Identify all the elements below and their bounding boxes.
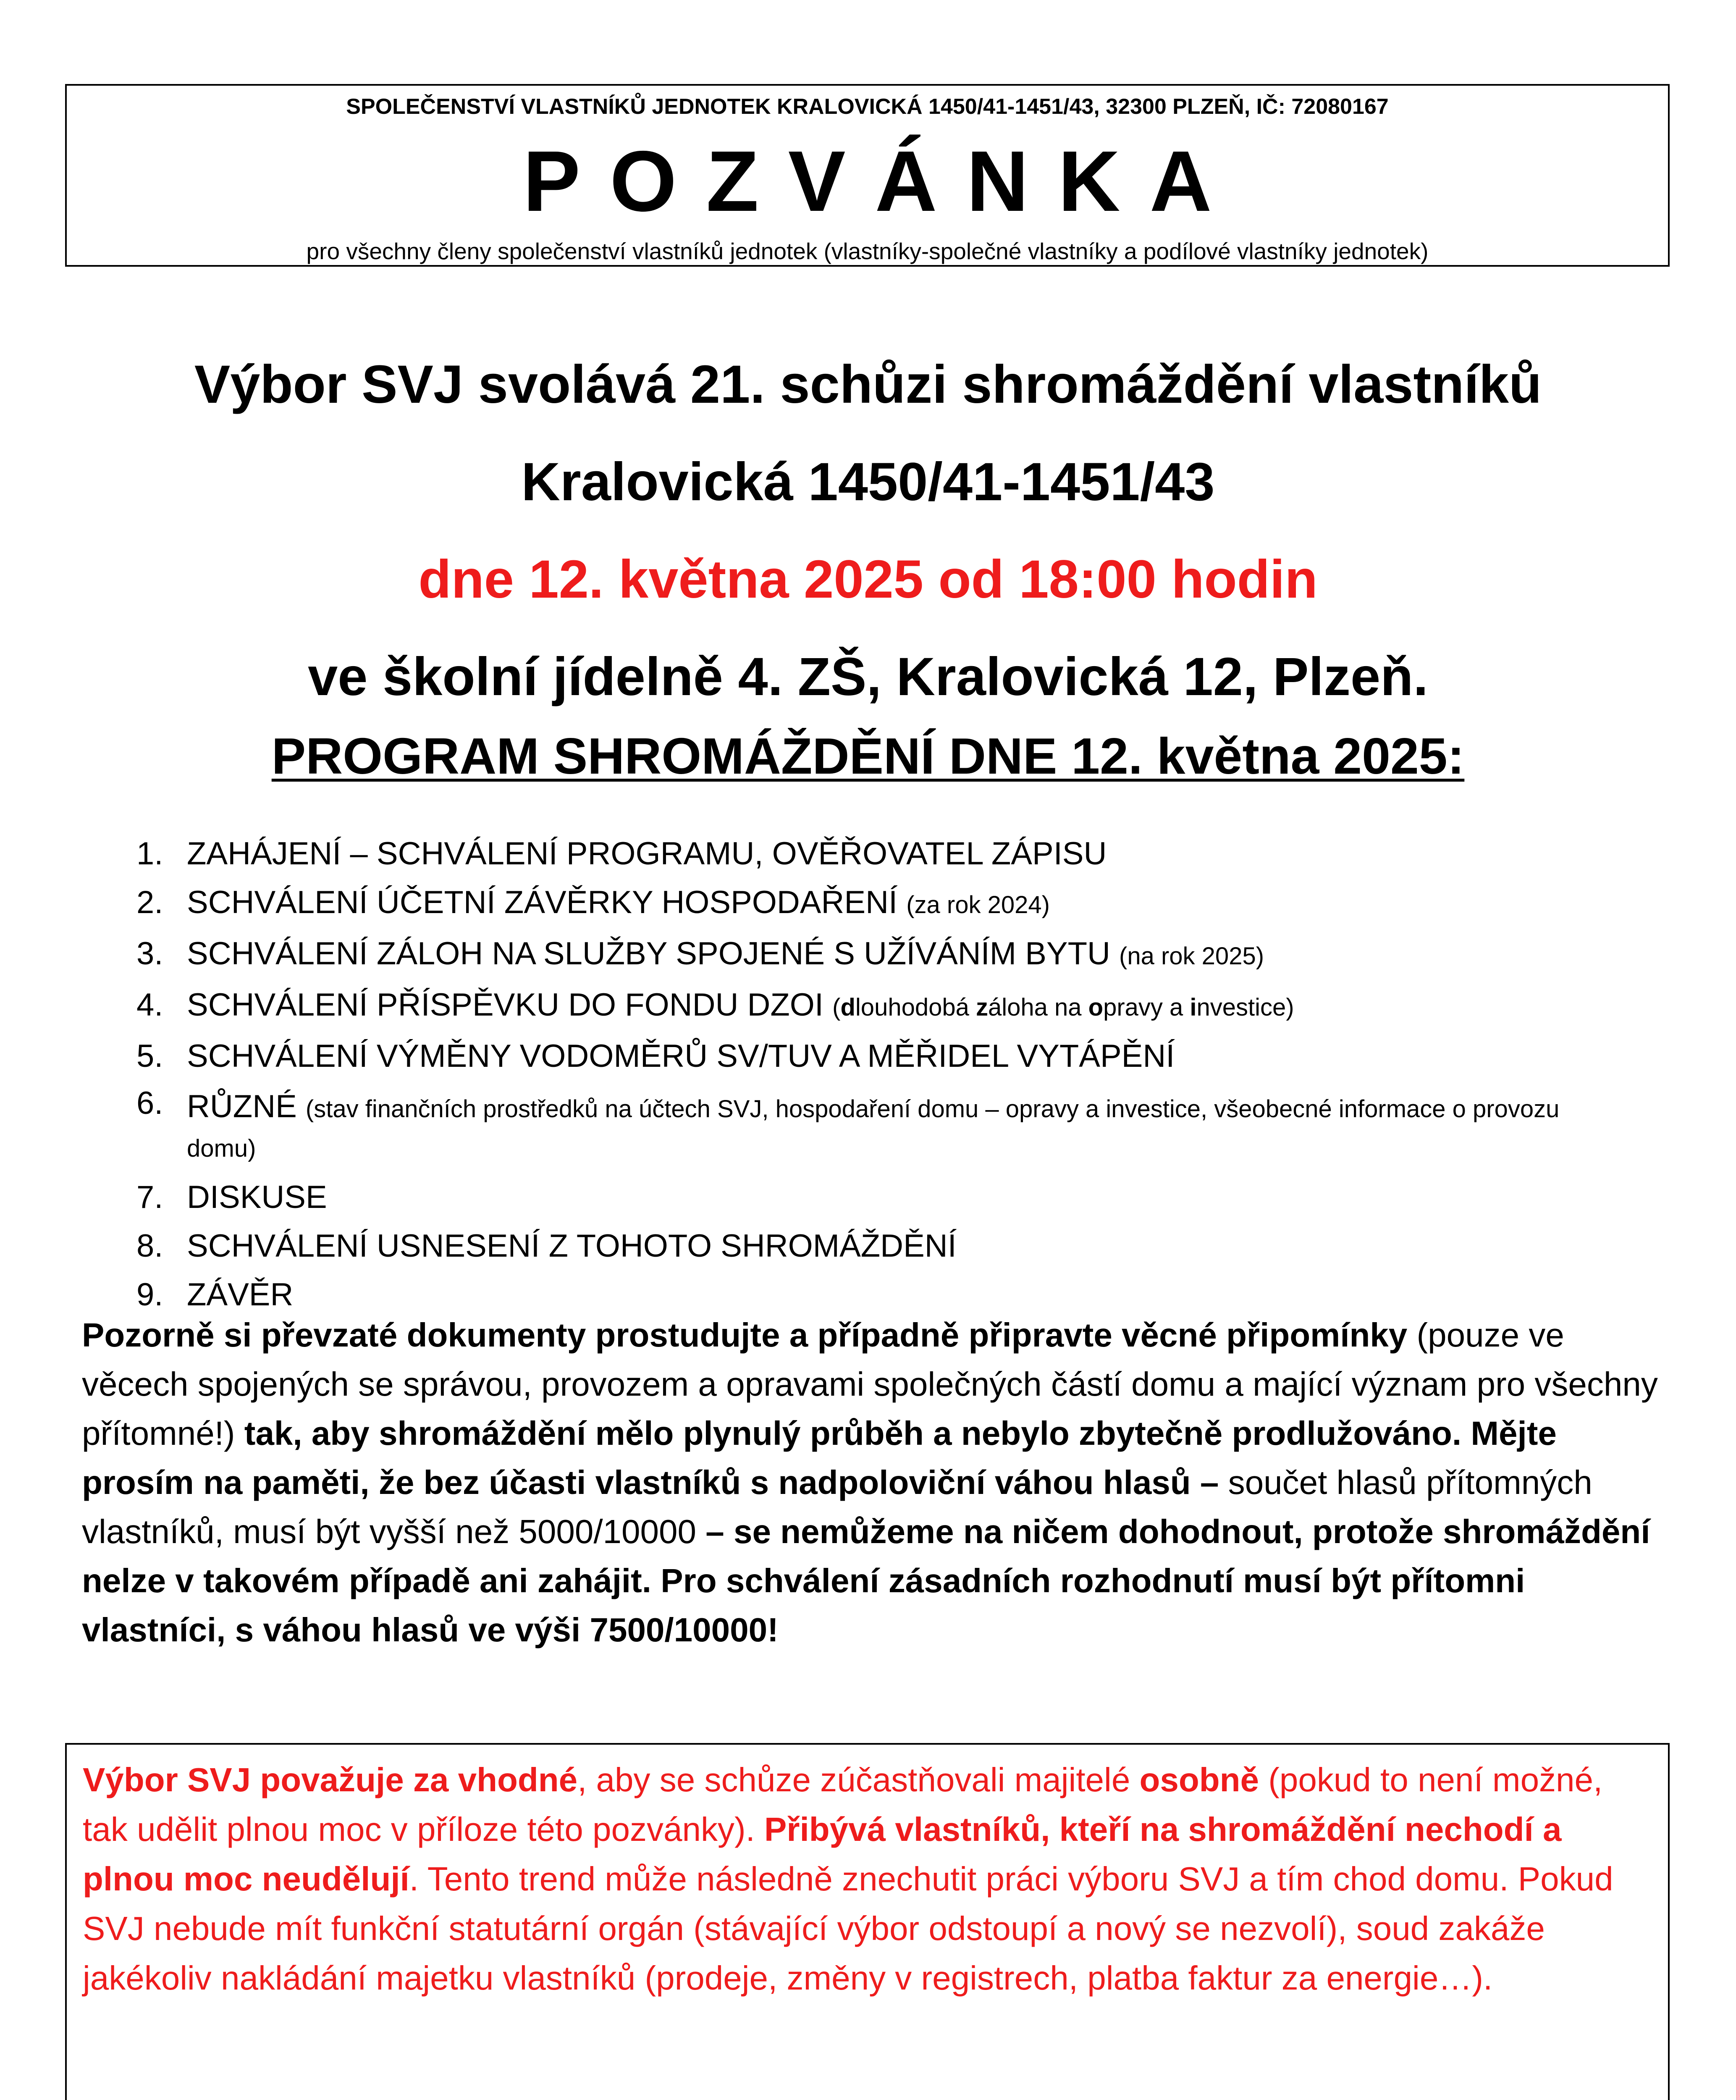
agenda-item-number: 4. (136, 987, 163, 1023)
agenda-item (126, 830, 1562, 878)
agenda-item-text: SCHVÁLENÍ USNESENÍ Z TOHOTO SHROMÁŽDĚNÍ (187, 1228, 957, 1264)
agenda-list (126, 830, 1562, 1319)
agenda-item (126, 1032, 1562, 1081)
note-part-bold: d (840, 994, 855, 1021)
agenda-item-note (832, 994, 1294, 1021)
notice-bold: – se nemůžeme na ničem dohodnout, protože shromáždění nelze v takovém případě ani zahájit. Pro schválení zásadních rozhodnutí musí být přítomni vlastníci, s váhou hlasů ve výši 7500/10000! (82, 1513, 1650, 1648)
agenda-item-number: 5. (136, 1038, 163, 1074)
agenda-item-number: 6. (136, 1085, 163, 1121)
agenda-item-note: (za rok 2024) (906, 891, 1050, 919)
agenda-item-number: 9. (136, 1277, 163, 1312)
agenda-item-text: DISKUSE (187, 1179, 327, 1215)
warning-regular: (pokud to není možné, tak udělit plnou moc v příloze této pozvánky). (83, 1761, 1603, 1848)
agenda-item-number: 2. (136, 885, 163, 920)
notice-bold: tak, aby shromáždění mělo plynulý průběh a nebylo zbytečně prodlužováno. Mějte prosím na paměti, že bez účasti vlastníků s nadpoloviční váhou hlasů – (82, 1415, 1557, 1501)
organization-line: SPOLEČENSTVÍ VLASTNÍKŮ JEDNOTEK KRALOVICKÁ 1450/41-1451/43, 32300 PLZEŇ, IČ: 72080167 (346, 94, 1389, 119)
agenda-item (126, 878, 1562, 929)
agenda-item-number: 3. (136, 936, 163, 971)
attendance-notice (82, 1310, 1661, 1654)
agenda-item-text: SCHVÁLENÍ PŘÍSPĚVKU DO FONDU DZOI (187, 987, 824, 1023)
warning-bold: osobně (1139, 1761, 1259, 1798)
warning-bold: Přibývá vlastníků, kteří na shromáždění nechodí a plnou moc neudělují (83, 1811, 1562, 1898)
agenda-item (126, 929, 1562, 981)
agenda-item-text: SCHVÁLENÍ VÝMĚNY VODOMĚRŮ SV/TUV A MĚŘIDEL VYTÁPĚNÍ (187, 1038, 1175, 1074)
note-part: louhodobá (855, 994, 976, 1021)
agenda-item (126, 1173, 1562, 1222)
announcement-line-1: Výbor SVJ svolává 21. schůzi shromáždění vlastníků (194, 354, 1542, 415)
warning-regular: , aby se schůze zúčastňovali majitelé (577, 1761, 1140, 1798)
invitees-line: pro všechny členy společenství vlastníků jednotek (vlastníky-společné vlastníky a podílové vlastníky jednotek) (306, 238, 1429, 264)
agenda-item-text: ZÁVĚR (187, 1277, 294, 1312)
agenda-item-number: 1. (136, 836, 163, 872)
warning-text (83, 1755, 1645, 2003)
agenda-item-text: SCHVÁLENÍ ÚČETNÍ ZÁVĚRKY HOSPODAŘENÍ (187, 885, 898, 920)
agenda-item-note: (na rok 2025) (1119, 942, 1264, 970)
announcement-line-2: Kralovická 1450/41-1451/43 (521, 452, 1215, 512)
notice-bold: Pozorně si převzaté dokumenty prostudujte a případně připravte věcné připomínky (82, 1316, 1408, 1354)
agenda-item-text: SCHVÁLENÍ ZÁLOH NA SLUŽBY SPOJENÉ S UŽÍVÁNÍM BYTU (187, 936, 1110, 971)
warning-box (65, 1743, 1670, 2100)
note-part-bold: z (976, 994, 988, 1021)
agenda-item-text: ZAHÁJENÍ – SCHVÁLENÍ PROGRAMU, OVĚŘOVATEL ZÁPISU (187, 836, 1107, 872)
note-part-bold: o (1088, 994, 1104, 1021)
agenda-item-number: 8. (136, 1228, 163, 1264)
meeting-venue: ve školní jídelně 4. ZŠ, Kralovická 12, Plzeň. (308, 647, 1428, 707)
meeting-announcement (0, 336, 1736, 726)
note-part: nvestice) (1196, 994, 1294, 1021)
agenda-item (126, 1222, 1562, 1270)
agenda-item-text: RŮZNÉ (187, 1089, 297, 1124)
program-heading: PROGRAM SHROMÁŽDĚNÍ DNE 12. května 2025: (271, 727, 1465, 785)
note-part: pravy a (1103, 994, 1190, 1021)
warning-regular: . Tento trend může následně znechutit práci výboru SVJ a tím chod domu. Pokud SVJ nebude mít funkční statutární orgán (stávající výbor odstoupí a nový se nezvolí), soud zakáže jakékoliv nakládání majetku vlastníků (prodeje, změny v registrech, platba faktur za energie…). (83, 1860, 1613, 1997)
agenda-item-number: 7. (136, 1179, 163, 1215)
agenda-item-note: (stav finančních prostředků na účtech SVJ, hospodaření domu – opravy a investice, všeobecné informace o provozu domu) (187, 1095, 1560, 1162)
note-part: ( (832, 994, 841, 1021)
notice-text: (pouze ve věcech spojených se správou, provozem a opravami společných částí domu a mající význam pro všechny přítomné!) (82, 1316, 1658, 1452)
agenda-item (126, 1081, 1562, 1173)
note-part-bold: i (1190, 994, 1197, 1021)
notice-text: součet hlasů přítomných vlastníků, musí být vyšší než 5000/10000 (82, 1464, 1592, 1550)
agenda-item (126, 981, 1562, 1032)
note-part: áloha na (988, 994, 1088, 1021)
meeting-date: dne 12. května 2025 od 18:00 hodin (418, 549, 1318, 609)
warning-bold: Výbor SVJ považuje za vhodné (83, 1761, 578, 1798)
header-box (65, 84, 1670, 267)
document-title: POZVÁNKA (523, 133, 1241, 229)
